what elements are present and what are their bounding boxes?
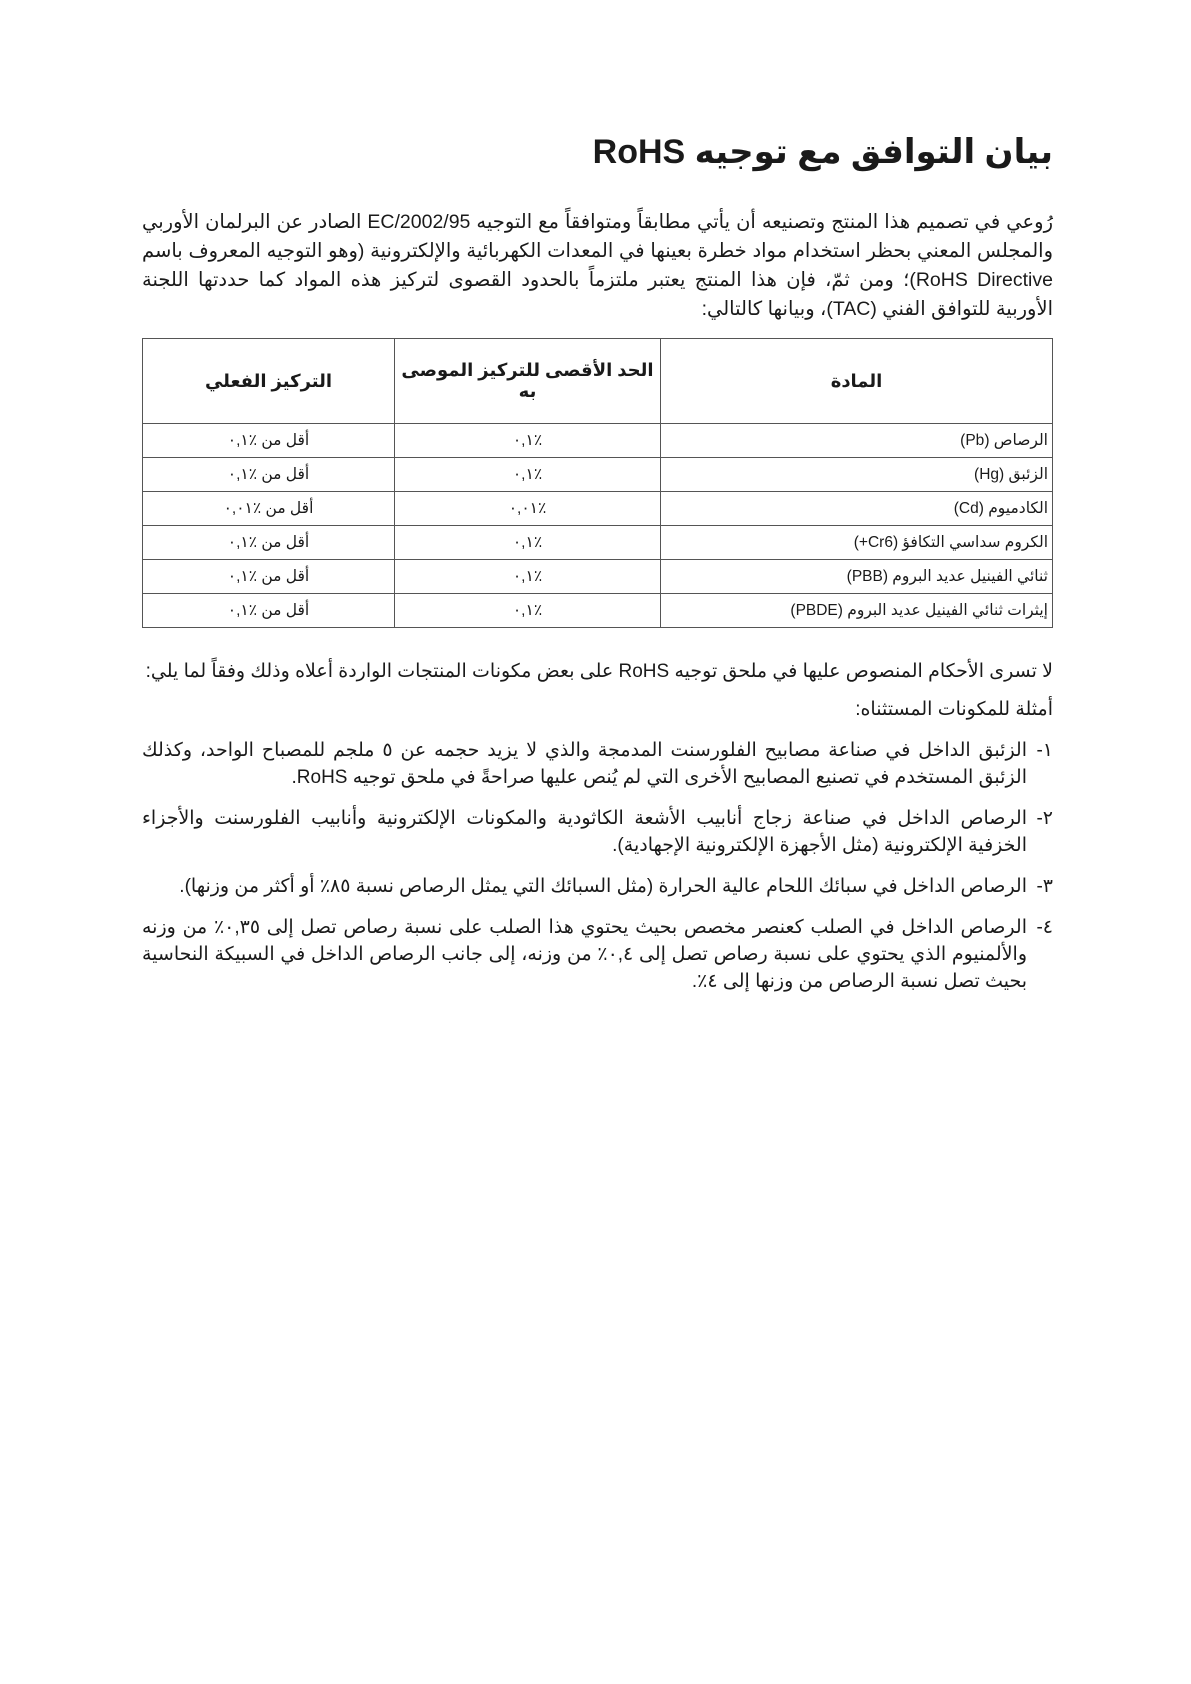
table-header-row xyxy=(143,339,1053,424)
header-max-concentration: الحد الأقصى للتركيز الموصى به xyxy=(395,339,661,424)
exemptions-section xyxy=(142,658,1053,995)
exemptions-heading: أمثلة للمكونات المستثناه: xyxy=(855,699,1053,721)
cell-actual: أقل من ٪٠,١ xyxy=(143,560,395,594)
list-item xyxy=(142,805,1053,859)
substances-table xyxy=(142,338,1053,628)
cell-substance: الزئبق (Hg) xyxy=(661,458,1053,492)
intro-paragraph: رُوعي في تصميم هذا المنتج وتصنيعه أن يأتي مطابقاً ومتوافقاً مع التوجيه 2002/95/EC الصادر عن البرلمان الأوربي والمجلس المعني بحظر استخدام مواد خطرة بعينها في المعدات الكهربائية والإلكترونية (وهو التوجيه المعروف باسم RoHS Directive)؛ ومن ثمّ، فإن هذا المنتج يعتبر ملتزماً بالحدود القصوى لتركيز هذه المواد كما حددتها اللجنة الأوربية للتوافق الفني (TAC)، وبيانها كالتالي: xyxy=(142,211,1053,321)
cell-actual: أقل من ٪٠,١ xyxy=(143,458,395,492)
header-actual-concentration: التركيز الفعلي xyxy=(143,339,395,424)
page-title: بيان التوافق مع توجيه RoHS xyxy=(592,133,1053,171)
list-item-number: ١- xyxy=(1036,740,1053,762)
list-item-text: الزئبق الداخل في صناعة مصابيح الفلورسنت المدمجة والذي لا يزيد حجمه عن ٥ ملجم للمصباح الواحد، وكذلك الزئبق المستخدم في تصنيع المصابيح الأخرى التي لم يُنص عليها صراحةً في ملحق توجيه RoHS. xyxy=(142,740,1027,789)
list-item xyxy=(142,737,1053,791)
cell-actual: أقل من ٪٠,١ xyxy=(143,424,395,458)
table-row xyxy=(143,458,1053,492)
list-item-number: ٢- xyxy=(1036,808,1053,830)
list-item-text: الرصاص الداخل في صناعة زجاج أنابيب الأشعة الكاثودية والمكونات الإلكترونية وأنابيب الفلورسنت والأجزاء الخزفية الإلكترونية (مثل الأجهزة الإلكترونية الإجهادية). xyxy=(142,808,1027,857)
table-row xyxy=(143,424,1053,458)
cell-max: ٪٠,١ xyxy=(395,526,661,560)
cell-substance: الكادميوم (Cd) xyxy=(661,492,1053,526)
cell-actual: أقل من ٪٠,١ xyxy=(143,526,395,560)
list-item-text: الرصاص الداخل في الصلب كعنصر مخصص بحيث يحتوي هذا الصلب على نسبة رصاص تصل إلى ٠,٣٥٪ من وزنه والألمنيوم الذي يحتوي على نسبة رصاص تصل إلى ٠,٤٪ من وزنه، إلى جانب الرصاص الداخل في السبيكة النحاسية بحيث تصل نسبة الرصاص من وزنها إلى ٤٪. xyxy=(142,917,1027,993)
cell-max: ٪٠,١ xyxy=(395,594,661,628)
list-item-number: ٤- xyxy=(1036,917,1053,939)
cell-substance: إيثرات ثنائي الفينيل عديد البروم (PBDE) xyxy=(661,594,1053,628)
cell-actual: أقل من ٪٠,١ xyxy=(143,594,395,628)
list-item xyxy=(142,873,1053,900)
cell-substance: ثنائي الفينيل عديد البروم (PBB) xyxy=(661,560,1053,594)
list-item xyxy=(142,914,1053,995)
cell-actual: أقل من ٪٠,٠١ xyxy=(143,492,395,526)
cell-max: ٪٠,٠١ xyxy=(395,492,661,526)
table-row xyxy=(143,594,1053,628)
header-substance: المادة xyxy=(661,339,1053,424)
cell-substance: الرصاص (Pb) xyxy=(661,424,1053,458)
table-row xyxy=(143,492,1053,526)
document-page xyxy=(142,130,1053,1009)
cell-max: ٪٠,١ xyxy=(395,560,661,594)
cell-max: ٪٠,١ xyxy=(395,458,661,492)
table-row xyxy=(143,526,1053,560)
cell-max: ٪٠,١ xyxy=(395,424,661,458)
table-row xyxy=(143,560,1053,594)
list-item-number: ٣- xyxy=(1036,876,1053,898)
cell-substance: الكروم سداسي التكافؤ (Cr6+) xyxy=(661,526,1053,560)
exemptions-list xyxy=(142,737,1053,995)
exemptions-intro: لا تسرى الأحكام المنصوص عليها في ملحق توجيه RoHS على بعض مكونات المنتجات الواردة أعلاه وذلك وفقاً لما يلي: xyxy=(145,661,1053,683)
list-item-text: الرصاص الداخل في سبائك اللحام عالية الحرارة (مثل السبائك التي يمثل الرصاص نسبة ٨٥٪ أو أكثر من وزنها). xyxy=(179,876,1027,898)
